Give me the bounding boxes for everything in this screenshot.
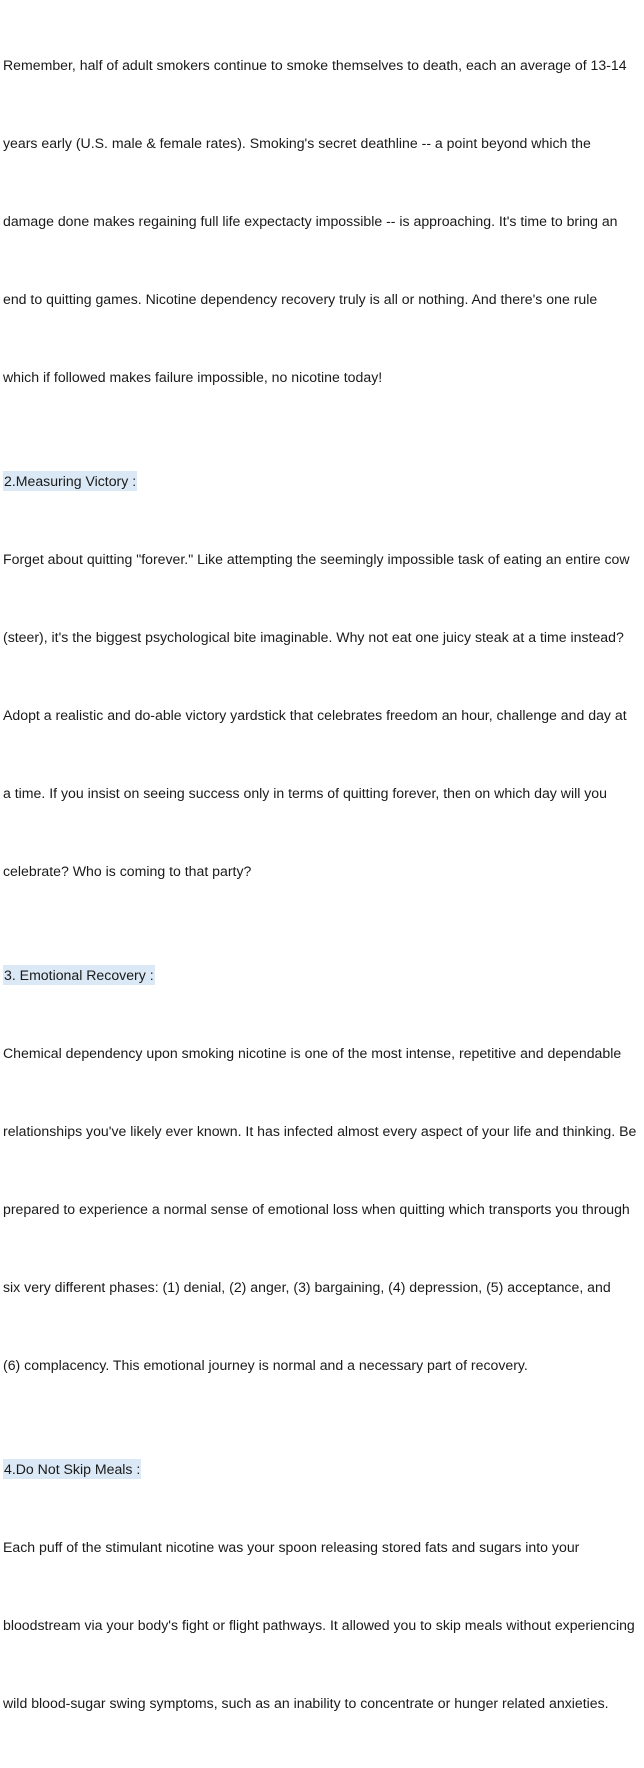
intro-paragraph [3, 0, 644, 442]
paragraph-line: six very different phases: (1) denial, (2) anger, (3) bargaining, (4) depression, (5) acceptance, and [3, 1279, 611, 1295]
paragraph-line: a time. If you insist on seeing success only in terms of quitting forever, then on which day will you [3, 785, 607, 801]
paragraph-line: wild blood-sugar swing symptoms, such as an inability to concentrate or hunger related anxieties. [3, 1695, 609, 1711]
section-heading-measuring-victory: 2.Measuring Victory : [4, 473, 137, 489]
section-heading-do-not-skip-meals: 4.Do Not Skip Meals : [4, 1461, 141, 1477]
paragraph-line: Remember, half of adult smokers continue to smoke themselves to death, each an average of 13-14 [3, 57, 627, 73]
paragraph-line: years early (U.S. male & female rates). Smoking's secret deathline -- a point beyond which the [3, 135, 591, 151]
paragraph-line: Chemical dependency upon smoking nicotine is one of the most intense, repetitive and dependable [3, 1045, 622, 1061]
paragraph-line: Each puff of the stimulant nicotine was your spoon releasing stored fats and sugars into your [3, 1539, 580, 1555]
paragraph-line: (steer), it's the biggest psychological bite imaginable. Why not eat one juicy steak at a time instead? [3, 629, 624, 645]
paragraph-line: Forget about quitting "forever." Like attempting the seemingly impossible task of eating an entire cow [3, 551, 630, 567]
paragraph-line: relationships you've likely ever known. It has infected almost every aspect of your life and thinking. Be [3, 1123, 637, 1139]
section-heading-emotional-recovery: 3. Emotional Recovery : [4, 967, 154, 983]
paragraph-line: (6) complacency. This emotional journey is normal and a necessary part of recovery. [3, 1357, 528, 1373]
paragraph-line: celebrate? Who is coming to that party? [3, 863, 252, 879]
do-not-skip-meals-paragraph [3, 1482, 644, 1768]
paragraph-line: end to quitting games. Nicotine dependency recovery truly is all or nothing. And there's one rule [3, 291, 598, 307]
emotional-recovery-paragraph [3, 988, 644, 1430]
paragraph-line: bloodstream via your body's fight or flight pathways. It allowed you to skip meals without experiencing [3, 1617, 635, 1633]
paragraph-line: Adopt a realistic and do-able victory yardstick that celebrates freedom an hour, challenge and day at [3, 707, 627, 723]
article-body [3, 0, 644, 1768]
paragraph-line: prepared to experience a normal sense of emotional loss when quitting which transports you through [3, 1201, 630, 1217]
paragraph-line: damage done makes regaining full life expectacty impossible -- is approaching. It's time to bring an [3, 213, 618, 229]
paragraph-line: which if followed makes failure impossible, no nicotine today! [3, 369, 383, 385]
measuring-victory-paragraph [3, 494, 644, 936]
